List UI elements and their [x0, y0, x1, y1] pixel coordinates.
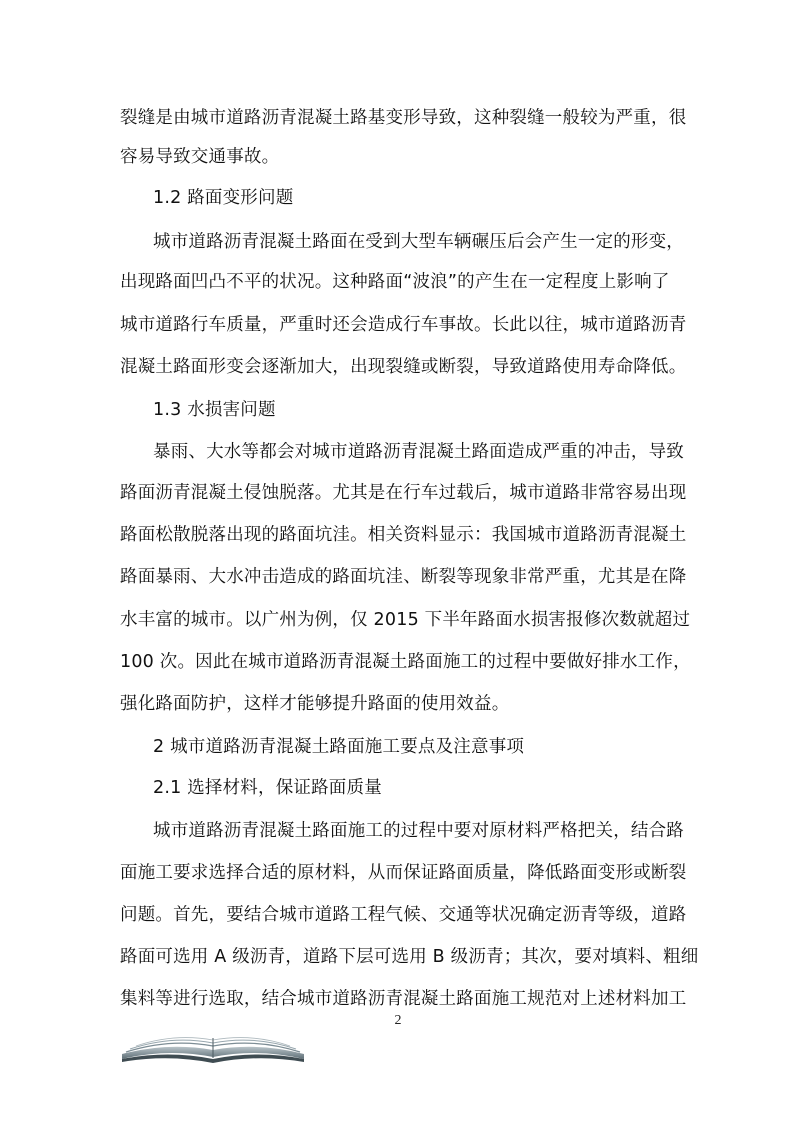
section-heading: 2 城市道路沥青混凝土路面施工要点及注意事项	[153, 737, 525, 757]
paragraph-line: 水丰富的城市。以广州为例，仅 2015 下半年路面水损害报修次数就超过	[120, 610, 691, 630]
paragraph-line: 城市道路沥青混凝土路面施工的过程中要对原材料严格把关，结合路	[153, 821, 684, 841]
paragraph-line: 混凝土路面形变会逐渐加大，出现裂缝或断裂，导致道路使用寿命降低。	[120, 357, 687, 377]
open-book-icon	[118, 1024, 308, 1066]
paragraph-line: 裂缝是由城市道路沥青混凝土路基变形导致，这种裂缝一般较为严重，很	[120, 108, 687, 128]
paragraph-line: 城市道路行车质量，严重时还会造成行车事故。长此以往，城市道路沥青	[120, 315, 687, 335]
paragraph-line: 强化路面防护，这样才能够提升路面的使用效益。	[120, 694, 510, 714]
paragraph-line: 城市道路沥青混凝土路面在受到大型车辆碾压后会产生一定的形变，	[153, 232, 684, 252]
paragraph-line: 出现路面凹凸不平的状况。这种路面“波浪”的产生在一定程度上影响了	[120, 272, 670, 292]
section-heading: 1.2 路面变形问题	[153, 188, 294, 208]
paragraph-line: 路面可选用 A 级沥青，道路下层可选用 B 级沥青；其次，要对填料、粗细	[120, 947, 699, 967]
paragraph-line: 容易导致交通事故。	[120, 147, 280, 167]
paragraph-line: 问题。首先，要结合城市道路工程气候、交通等状况确定沥青等级，道路	[120, 905, 687, 925]
paragraph-line: 集料等进行选取，结合城市道路沥青混凝土路面施工规范对上述材料加工	[120, 989, 687, 1009]
section-heading: 1.3 水损害问题	[153, 400, 276, 420]
section-heading: 2.1 选择材料，保证路面质量	[153, 778, 382, 798]
paragraph-line: 路面沥青混凝土侵蚀脱落。尤其是在行车过载后，城市道路非常容易出现	[120, 483, 687, 503]
paragraph-line: 暴雨、大水等都会对城市道路沥青混凝土路面造成严重的冲击，导致	[153, 442, 684, 462]
page-number: 2	[394, 1013, 402, 1028]
paragraph-line: 100 次。因此在城市道路沥青混凝土路面施工的过程中要做好排水工作，	[120, 652, 691, 672]
paragraph-line: 路面暴雨、大水冲击造成的路面坑洼、断裂等现象非常严重，尤其是在降	[120, 567, 687, 587]
paragraph-line: 面施工要求选择合适的原材料，从而保证路面质量，降低路面变形或断裂	[120, 863, 687, 883]
paragraph-line: 路面松散脱落出现的路面坑洼。相关资料显示：我国城市道路沥青混凝土	[120, 525, 687, 545]
